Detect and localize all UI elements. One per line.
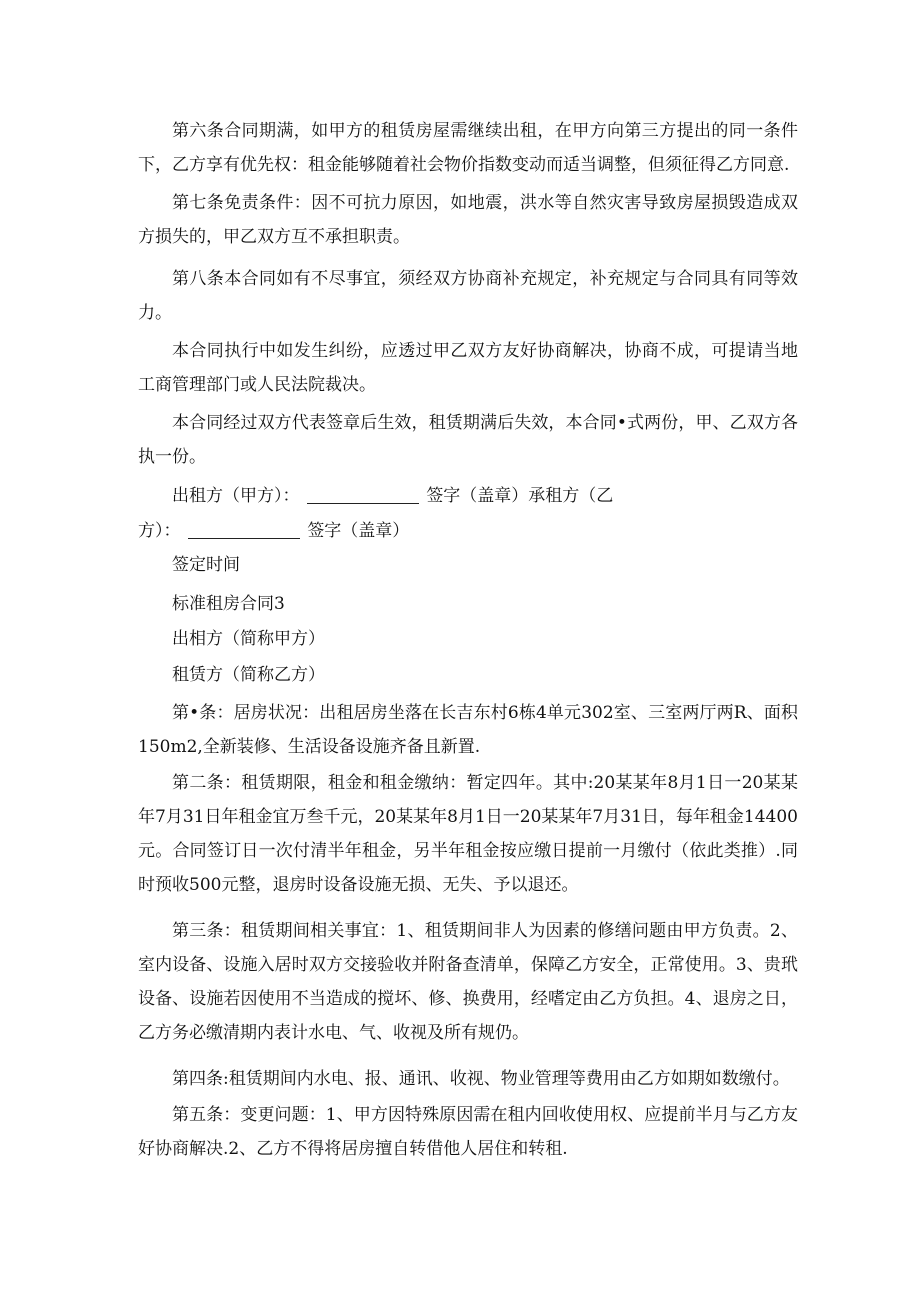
clause-6-paragraph: 第六条合同期满，如甲方的租赁房屋需继续出租，在甲方向第三方提出的同一条件下，乙方享有优先权：租金能够随着社会物价指数变动而适当调整，但须征得乙方同意. xyxy=(138,121,798,175)
contract-title: 标准租房合同3 xyxy=(172,594,285,614)
clause-1-paragraph: 第•条：居房状况：出租居房坐落在长吉东村6栋4单元302室、三室两厅两R、面积150m2,全新装修、生活设备设施齐备且新置. xyxy=(138,703,798,757)
lessee-line: 租赁方（简称乙方） xyxy=(172,665,325,685)
effect-paragraph: 本合同经过双方代表签章后生效，租赁期满后失效，本合同•式两份，甲、乙双方各执一份。 xyxy=(138,413,798,467)
clause-8-paragraph: 第八条本合同如有不尽事宜，须经双方协商补充规定，补充规定与合同具有同等效力。 xyxy=(138,269,798,323)
sign-stamp-label: 签字（盖章） xyxy=(307,521,410,541)
signature-line-1 xyxy=(172,479,613,513)
lessor-signature-blank xyxy=(307,485,419,504)
sign-stamp-lessee-label: 签字（盖章）承租方（乙 xyxy=(426,486,614,506)
clause-3-paragraph: 第三条：租赁期间相关事宜：1、租赁期间非人为因素的修缮问题由甲方负责。2、室内设备、设施入居时双方交接验收并附备查清单，保障乙方安全，正常使用。3、贵玳设备、设施若因使用不当造成的搅坏、修、换费用，经嗜定由乙方负担。4、退房之日，乙方务必缴清期内表计水电、气、收视及所有规仍。 xyxy=(138,921,798,1043)
lessee-signature-blank xyxy=(188,520,300,539)
clause-4-paragraph: 第四条:租赁期间内水电、报、通讯、收视、物业管理等费用由乙方如期如数缴付。 xyxy=(172,1069,790,1089)
clause-7-paragraph: 第七条免责条件：因不可抗力原因，如地震，洪水等自然灾害导致房屋损毁造成双方损失的，甲乙双方互不承担职责。 xyxy=(138,193,798,247)
lessor-label: 出租方（甲方）： xyxy=(172,486,300,506)
signature-line-2 xyxy=(138,514,409,548)
lessor-line: 出相方（简称甲方） xyxy=(172,629,325,649)
dispute-paragraph: 本合同执行中如发生纠纷，应透过甲乙双方友好协商解决，协商不成，可提请当地工商管理部门或人民法院裁决。 xyxy=(138,341,798,395)
lessee-label-cont: 方）： xyxy=(138,521,181,541)
clause-2-paragraph: 第二条：租赁期限，租金和租金缴纳：暂定四年。其中:20某某年8月1日一20某某年7月31日年租金宜万叁千元，20某某年8月1日一20某某年7月31日，每年租金14400元。合同签订日一次付清半年租金，另半年租金按应缴日提前一月缴付（依此类推）.同时预收500元整，退房时设备设施无损、无失、予以退还。 xyxy=(138,773,798,895)
clause-5-paragraph: 第五条：变更问题：1、甲方因特殊原因需在租内回收使用权、应提前半月与乙方友好协商解决.2、乙方不得将居房擅自转借他人居住和转租. xyxy=(138,1105,798,1159)
sign-time-line: 签定时间 xyxy=(172,555,240,575)
